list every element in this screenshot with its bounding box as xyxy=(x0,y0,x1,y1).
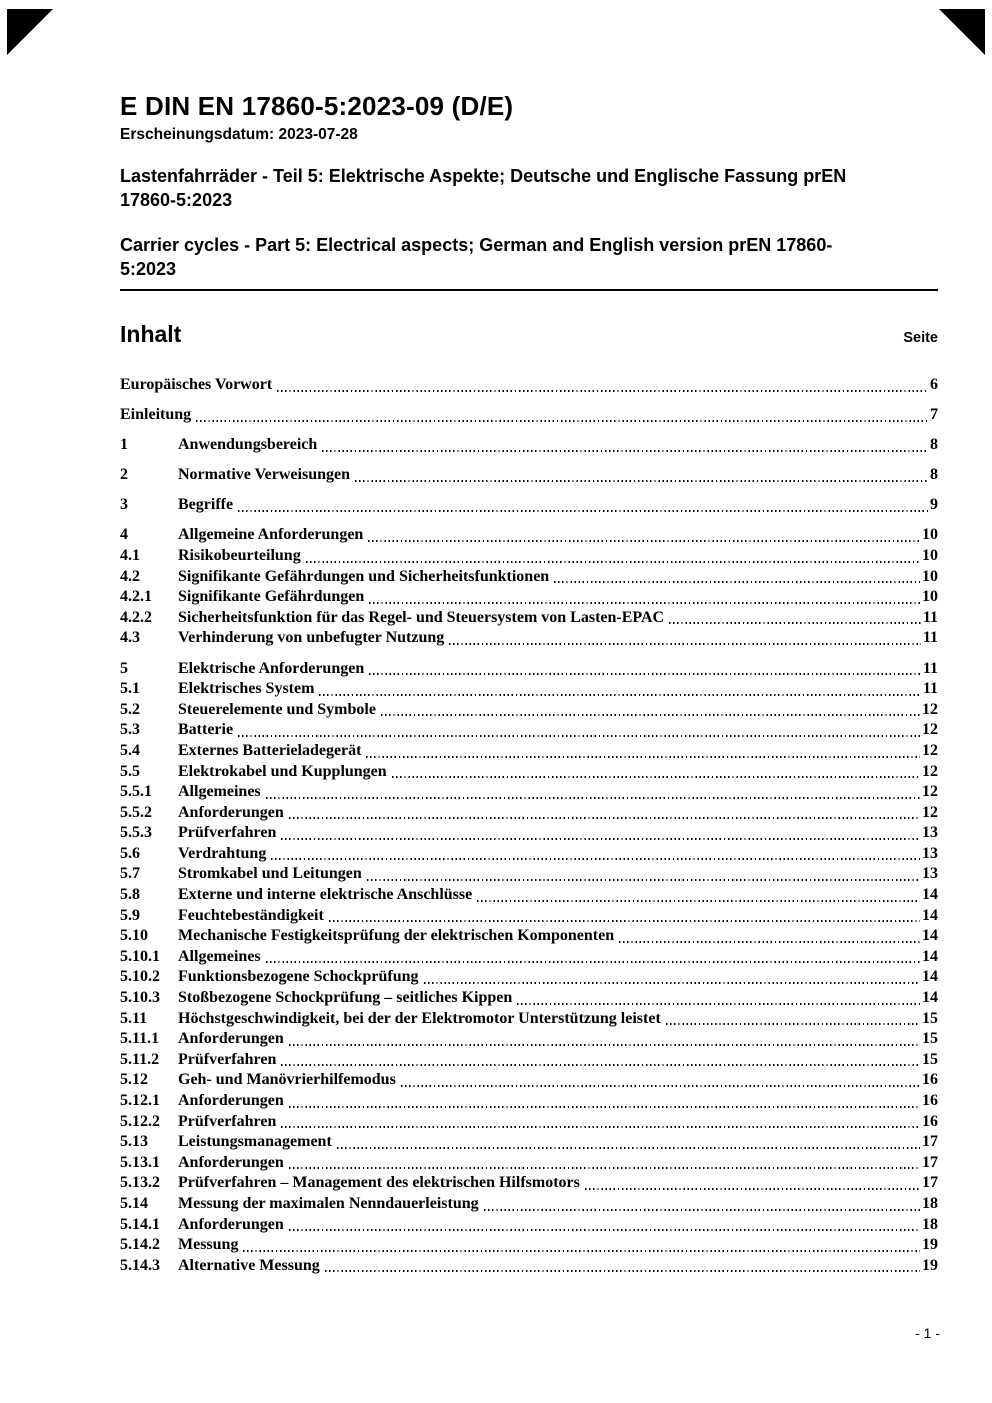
toc-dotted-leader xyxy=(325,1270,920,1272)
toc-row xyxy=(120,1215,938,1236)
toc-dotted-leader xyxy=(477,900,920,902)
toc-dotted-leader xyxy=(266,961,920,963)
toc-group xyxy=(120,525,938,649)
toc-row xyxy=(120,885,938,906)
toc-row xyxy=(120,823,938,844)
toc-entry-page: 10 xyxy=(922,567,938,585)
toc-entry-page: 8 xyxy=(930,466,938,484)
toc-dotted-leader xyxy=(319,694,920,696)
toc-entry-title: Risikobeurteilung xyxy=(178,547,301,565)
toc-entry-page: 11 xyxy=(922,659,938,677)
toc-dotted-leader xyxy=(366,756,920,758)
toc-entry-page: 19 xyxy=(922,1256,938,1274)
toc-entry-title: Stoßbezogene Schockprüfung – seitliches Kippen xyxy=(178,989,513,1007)
toc-entry-page: 16 xyxy=(922,1092,938,1109)
toc-row xyxy=(120,1194,938,1215)
toc-entry-number: 4.1 xyxy=(120,547,140,565)
toc-entry-number: 4.3 xyxy=(120,629,140,647)
toc-dotted-leader xyxy=(554,581,920,583)
toc-entry-page: 14 xyxy=(922,989,938,1007)
toc-entry-number: 5.8 xyxy=(120,886,140,904)
toc-entry-number: 5.11 xyxy=(120,1009,148,1027)
toc-dotted-leader xyxy=(196,420,928,422)
toc-entry-page: 14 xyxy=(922,947,938,965)
toc-entry-number: 5.13.2 xyxy=(120,1174,160,1192)
toc-entry-title: Verhinderung von unbefugter Nutzung xyxy=(178,629,445,647)
toc-dotted-leader xyxy=(669,622,921,624)
toc-dotted-leader xyxy=(322,450,928,452)
toc-entry-title: Elektrokabel und Kupplungen xyxy=(178,762,387,780)
toc-row xyxy=(120,375,938,396)
toc-row xyxy=(120,405,938,426)
toc-dotted-leader xyxy=(281,1064,920,1066)
toc-row xyxy=(120,844,938,865)
page-number-footer: - 1 - xyxy=(915,1325,940,1341)
toc-row xyxy=(120,1256,938,1277)
toc-entry-title: Geh- und Manövrierhilfemodus xyxy=(178,1071,396,1089)
toc-entry-page: 10 xyxy=(922,588,938,606)
toc-entry-title: Anforderungen xyxy=(178,1092,284,1109)
toc-entry-page: 17 xyxy=(922,1133,938,1151)
toc-entry-number: 5.10.3 xyxy=(120,989,160,1007)
toc-entry-page: 14 xyxy=(922,968,938,986)
toc-row xyxy=(120,546,938,567)
toc-entry-page: 14 xyxy=(922,927,938,945)
toc-page-column-label: Seite xyxy=(903,330,938,346)
toc-dotted-leader xyxy=(368,540,920,542)
toc-entry-title: Begriffe xyxy=(178,496,234,514)
toc-entry-page: 17 xyxy=(922,1174,938,1192)
toc-group xyxy=(120,435,938,456)
toc-dotted-leader xyxy=(289,1106,920,1108)
toc-entry-number: 2 xyxy=(120,466,128,484)
toc-entry-title: Mechanische Festigkeitsprüfung der elektrischen Komponenten xyxy=(178,927,615,945)
toc-entry-page: 18 xyxy=(922,1215,938,1233)
toc-row xyxy=(120,988,938,1009)
document-title-german-line1: Lastenfahrräder - Teil 5: Elektrische Aspekte; Deutsche und Englische Fassung prEN xyxy=(120,166,847,186)
toc-dotted-leader xyxy=(238,510,928,512)
toc-entry-title: Feuchtebeständigkeit xyxy=(178,906,324,924)
toc-row xyxy=(120,1132,938,1153)
toc-row xyxy=(120,700,938,721)
toc-entry-title: Externe und interne elektrische Anschlüsse xyxy=(178,886,473,904)
toc-dotted-leader xyxy=(271,858,920,860)
toc-dotted-leader xyxy=(401,1085,920,1087)
toc-dotted-leader xyxy=(266,797,920,799)
toc-dotted-leader xyxy=(369,673,921,675)
toc-entry-number: 5.13 xyxy=(120,1133,148,1151)
toc-entry-page: 8 xyxy=(930,436,938,454)
toc-row xyxy=(120,1112,938,1133)
page-content xyxy=(120,0,938,1276)
toc-entry-title: Einleitung xyxy=(120,406,192,424)
toc-entry-number: 5.14.3 xyxy=(120,1256,160,1274)
toc-entry-number: 5.14 xyxy=(120,1194,148,1212)
toc-row xyxy=(120,1173,938,1194)
document-title-german xyxy=(120,165,938,212)
toc-row xyxy=(120,803,938,824)
toc-entry-number: 3 xyxy=(120,496,128,514)
toc-entry-title: Normative Verweisungen xyxy=(178,466,350,484)
toc-row xyxy=(120,679,938,700)
toc-dotted-leader xyxy=(484,1209,920,1211)
toc-row xyxy=(120,1070,938,1091)
toc-group xyxy=(120,405,938,426)
toc-entry-title: Allgemeines xyxy=(178,947,261,965)
toc-row xyxy=(120,741,938,762)
document-title-english-line2: 5:2023 xyxy=(120,258,177,279)
toc-entry-number: 1 xyxy=(120,436,128,454)
toc-entry-title: Stromkabel und Leitungen xyxy=(178,865,362,883)
toc-entry-page: 13 xyxy=(922,844,938,862)
toc-row xyxy=(120,465,938,486)
toc-entry-title: Prüfverfahren xyxy=(178,1050,277,1068)
toc-dotted-leader xyxy=(289,817,920,819)
toc-row xyxy=(120,495,938,516)
toc-entry-number: 5.10.2 xyxy=(120,968,160,986)
toc-entry-page: 14 xyxy=(922,886,938,904)
toc-dotted-leader xyxy=(355,480,928,482)
toc-entry-title: Signifikante Gefährdungen xyxy=(178,588,365,606)
toc-entry-number: 5.2 xyxy=(120,700,140,718)
toc-entry-title: Alternative Messung xyxy=(178,1256,320,1274)
toc-dotted-leader xyxy=(337,1147,920,1149)
toc-entry-title: Signifikante Gefährdungen und Sicherheitsfunktionen xyxy=(178,567,550,585)
toc-row xyxy=(120,628,938,649)
toc-row xyxy=(120,567,938,588)
toc-entry-title: Funktionsbezogene Schockprüfung xyxy=(178,968,419,986)
toc-dotted-leader xyxy=(449,643,921,645)
corner-fold-mark-left-icon xyxy=(7,9,53,55)
toc-row xyxy=(120,947,938,968)
toc-list xyxy=(120,375,938,1276)
toc-entry-page: 17 xyxy=(922,1153,938,1171)
toc-entry-number: 5.14.1 xyxy=(120,1215,160,1233)
toc-entry-page: 9 xyxy=(930,496,938,514)
toc-dotted-leader xyxy=(281,838,920,840)
toc-row xyxy=(120,906,938,927)
toc-entry-number: 5.3 xyxy=(120,721,140,739)
toc-entry-title: Europäisches Vorwort xyxy=(120,376,273,393)
toc-entry-number: 5.5.3 xyxy=(120,824,152,842)
toc-entry-number: 5 xyxy=(120,659,128,677)
toc-entry-title: Elektrische Anforderungen xyxy=(178,659,365,677)
toc-entry-title: Allgemeine Anforderungen xyxy=(178,526,364,544)
toc-entry-page: 13 xyxy=(922,865,938,883)
toc-entry-title: Batterie xyxy=(178,721,234,739)
toc-entry-page: 12 xyxy=(922,700,938,718)
toc-entry-title: Anforderungen xyxy=(178,803,284,821)
toc-entry-number: 5.4 xyxy=(120,741,140,759)
toc-dotted-leader xyxy=(289,1167,920,1169)
toc-entry-title: Anforderungen xyxy=(178,1215,284,1233)
document-title-german-line2: 17860-5:2023 xyxy=(120,189,233,210)
publish-date: Erscheinungsdatum: 2023-07-28 xyxy=(120,126,358,143)
toc-dotted-leader xyxy=(238,735,920,737)
toc-dotted-leader xyxy=(289,1229,920,1231)
document-title-english xyxy=(120,234,938,281)
toc-row xyxy=(120,1050,938,1071)
toc-entry-number: 5.5.1 xyxy=(120,783,152,801)
document-title-english-line1: Carrier cycles - Part 5: Electrical aspects; German and English version prEN 17860- xyxy=(120,235,833,255)
toc-entry-title: Elektrisches System xyxy=(178,680,315,698)
toc-entry-number: 5.12.2 xyxy=(120,1112,160,1130)
toc-dotted-leader xyxy=(306,561,920,563)
toc-entry-page: 7 xyxy=(930,406,938,424)
toc-dotted-leader xyxy=(424,982,921,984)
toc-entry-page: 6 xyxy=(930,376,938,393)
toc-row xyxy=(120,782,938,803)
toc-entry-title: Verdrahtung xyxy=(178,844,267,862)
toc-dotted-leader xyxy=(392,776,920,778)
toc-entry-title: Allgemeines xyxy=(178,783,261,801)
toc-entry-page: 11 xyxy=(922,680,938,698)
toc-dotted-leader xyxy=(367,879,920,881)
toc-entry-title: Prüfverfahren – Management des elektrischen Hilfsmotors xyxy=(178,1174,580,1192)
toc-entry-page: 13 xyxy=(922,824,938,842)
toc-entry-number: 5.10 xyxy=(120,927,148,945)
header-divider xyxy=(120,289,938,291)
toc-entry-page: 12 xyxy=(922,783,938,801)
toc-entry-title: Externes Batterieladegerät xyxy=(178,741,362,759)
toc-entry-number: 5.12.1 xyxy=(120,1092,160,1109)
toc-entry-title: Prüfverfahren xyxy=(178,1112,277,1130)
toc-entry-page: 19 xyxy=(922,1236,938,1254)
toc-dotted-leader xyxy=(381,714,920,716)
toc-entry-page: 12 xyxy=(922,721,938,739)
toc-row xyxy=(120,1009,938,1030)
toc-row xyxy=(120,587,938,608)
toc-entry-title: Anforderungen xyxy=(178,1153,284,1171)
toc-row xyxy=(120,762,938,783)
toc-entry-page: 11 xyxy=(922,608,938,626)
toc-entry-title: Messung xyxy=(178,1236,239,1254)
toc-entry-number: 5.7 xyxy=(120,865,140,883)
toc-entry-page: 16 xyxy=(922,1071,938,1089)
toc-row xyxy=(120,864,938,885)
toc-row xyxy=(120,659,938,680)
toc-row xyxy=(120,967,938,988)
document-number-title: E DIN EN 17860-5:2023-09 (D/E) xyxy=(120,91,514,121)
toc-entry-title: Anforderungen xyxy=(178,1030,284,1048)
toc-group xyxy=(120,659,938,1277)
toc-entry-number: 5.6 xyxy=(120,844,140,862)
toc-group xyxy=(120,375,938,396)
toc-dotted-leader xyxy=(369,602,920,604)
toc-entry-page: 15 xyxy=(922,1009,938,1027)
corner-fold-mark-right-icon xyxy=(939,9,985,55)
toc-dotted-leader xyxy=(666,1023,920,1025)
toc-entry-title: Steuerelemente und Symbole xyxy=(178,700,376,718)
toc-dotted-leader xyxy=(243,1250,920,1252)
toc-entry-number: 5.10.1 xyxy=(120,947,160,965)
toc-row xyxy=(120,608,938,629)
toc-entry-page: 16 xyxy=(922,1112,938,1130)
toc-row xyxy=(120,1235,938,1256)
toc-row xyxy=(120,720,938,741)
toc-entry-page: 15 xyxy=(922,1050,938,1068)
toc-entry-title: Höchstgeschwindigkeit, bei der der Elektromotor Unterstützung leistet xyxy=(178,1009,661,1027)
toc-entry-number: 4.2.1 xyxy=(120,588,152,606)
toc-group xyxy=(120,465,938,486)
toc-entry-number: 5.1 xyxy=(120,680,140,698)
toc-entry-title: Messung der maximalen Nenndauerleistung xyxy=(178,1194,479,1212)
toc-entry-number: 4 xyxy=(120,526,128,544)
toc-heading: Inhalt xyxy=(120,321,182,347)
toc-header xyxy=(120,321,938,348)
toc-entry-title: Leistungsmanagement xyxy=(178,1133,332,1151)
toc-entry-number: 5.14.2 xyxy=(120,1236,160,1254)
toc-entry-title: Prüfverfahren xyxy=(178,824,277,842)
toc-entry-page: 15 xyxy=(922,1030,938,1048)
toc-row xyxy=(120,1153,938,1174)
toc-entry-title: Anwendungsbereich xyxy=(178,436,318,454)
toc-entry-number: 4.2 xyxy=(120,567,140,585)
toc-row xyxy=(120,435,938,456)
toc-entry-number: 5.11.1 xyxy=(120,1030,160,1048)
toc-dotted-leader xyxy=(619,941,920,943)
toc-entry-page: 11 xyxy=(922,629,938,647)
toc-dotted-leader xyxy=(281,1126,920,1128)
toc-dotted-leader xyxy=(517,1003,920,1005)
toc-entry-page: 18 xyxy=(922,1194,938,1212)
toc-entry-number: 5.12 xyxy=(120,1071,148,1089)
toc-row xyxy=(120,1029,938,1050)
toc-entry-page: 12 xyxy=(922,762,938,780)
toc-entry-number: 5.9 xyxy=(120,906,140,924)
toc-dotted-leader xyxy=(289,1044,920,1046)
toc-entry-number: 4.2.2 xyxy=(120,608,152,626)
toc-entry-page: 10 xyxy=(922,547,938,565)
toc-dotted-leader xyxy=(329,920,920,922)
toc-entry-number: 5.5 xyxy=(120,762,140,780)
toc-entry-number: 5.11.2 xyxy=(120,1050,160,1068)
toc-dotted-leader xyxy=(585,1188,920,1190)
toc-group xyxy=(120,495,938,516)
toc-dotted-leader xyxy=(277,390,928,392)
toc-entry-page: 12 xyxy=(922,741,938,759)
toc-row xyxy=(120,525,938,546)
toc-entry-number: 5.13.1 xyxy=(120,1153,160,1171)
toc-entry-title: Sicherheitsfunktion für das Regel- und Steuersystem von Lasten-EPAC xyxy=(178,608,665,626)
toc-entry-page: 12 xyxy=(922,803,938,821)
toc-entry-number: 5.5.2 xyxy=(120,803,152,821)
toc-row xyxy=(120,1091,938,1112)
toc-entry-page: 10 xyxy=(922,526,938,544)
toc-entry-page: 14 xyxy=(922,906,938,924)
toc-row xyxy=(120,926,938,947)
